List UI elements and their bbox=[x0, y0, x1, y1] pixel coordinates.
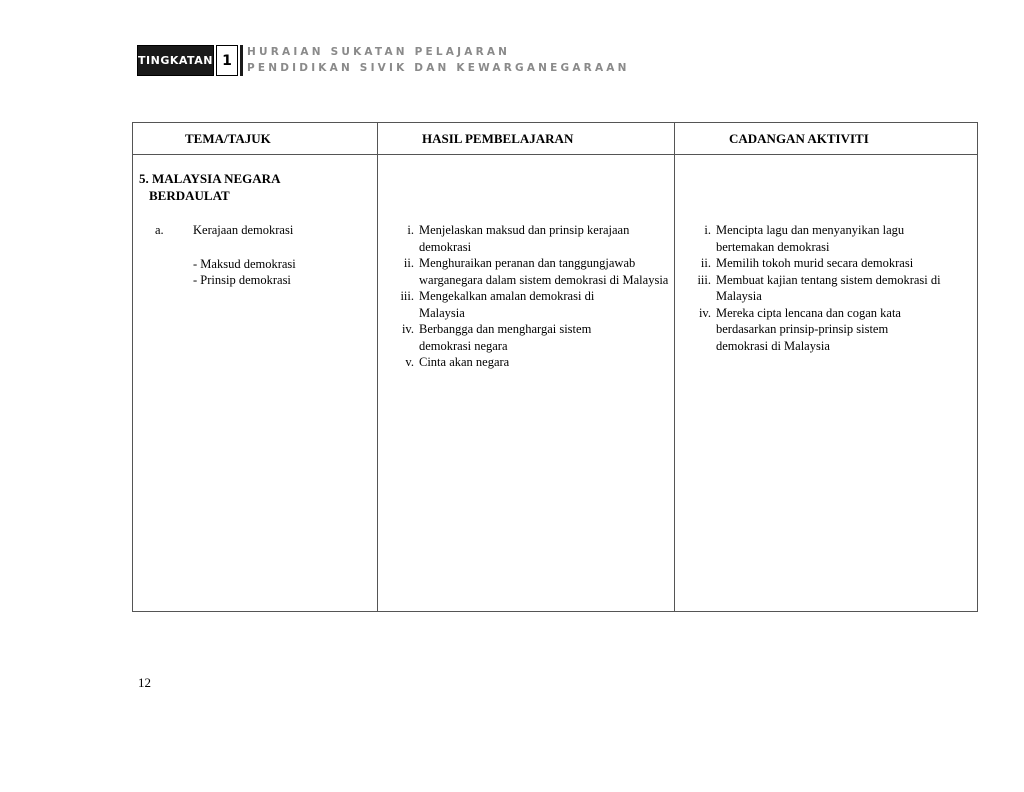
list-item bbox=[677, 255, 967, 272]
item-text: Mereka cipta lencana dan cogan kata berdasarkan prinsip-prinsip sistem demokrasi di Malaysia bbox=[716, 305, 901, 353]
activities-list bbox=[677, 222, 967, 354]
list-item bbox=[380, 222, 672, 255]
item-number: iv. bbox=[401, 322, 414, 336]
subtopic-marker: a. bbox=[155, 223, 164, 237]
subtopic-bullet: - Prinsip demokrasi bbox=[193, 273, 291, 287]
item-number: i. bbox=[407, 223, 414, 237]
column-divider bbox=[674, 123, 675, 611]
syllabus-table bbox=[132, 122, 978, 612]
item-number: iii. bbox=[400, 289, 414, 303]
item-text: Mencipta lagu dan menyanyikan lagu bertemakan demokrasi bbox=[716, 223, 905, 254]
header-divider bbox=[240, 45, 243, 76]
column-divider bbox=[377, 123, 378, 611]
list-item bbox=[677, 272, 967, 305]
tingkatan-label: TINGKATAN bbox=[137, 45, 214, 76]
header-title-line1: HURAIAN SUKATAN PELAJARAN bbox=[247, 46, 511, 58]
header-row-divider bbox=[133, 154, 977, 155]
list-item bbox=[380, 255, 672, 288]
document-header bbox=[137, 45, 630, 76]
item-number: iv. bbox=[698, 305, 711, 320]
item-number: ii. bbox=[700, 256, 711, 270]
list-item bbox=[677, 305, 967, 355]
page-number: 12 bbox=[138, 675, 151, 690]
topic-title bbox=[139, 170, 280, 204]
topic-title-line2: BERDAULAT bbox=[149, 188, 230, 203]
learning-outcomes-list bbox=[380, 222, 672, 371]
form-level: 1 bbox=[216, 45, 238, 76]
item-text: Memilih tokoh murid secara demokrasi bbox=[716, 256, 914, 270]
item-text: Menghuraikan peranan dan tanggungjawab warganegara dalam sistem demokrasi di Malaysia bbox=[419, 256, 669, 287]
list-item bbox=[380, 354, 672, 371]
column-header-hasil: HASIL PEMBELAJARAN bbox=[422, 131, 574, 146]
item-text: Berbangga dan menghargai sistem demokrasi negara bbox=[419, 322, 592, 353]
item-text: Menjelaskan maksud dan prinsip kerajaan demokrasi bbox=[419, 223, 630, 254]
item-number: ii. bbox=[403, 256, 414, 270]
item-number: i. bbox=[704, 223, 711, 237]
header-title-line2: PENDIDIKAN SIVIK DAN KEWARGANEGARAAN bbox=[247, 62, 630, 74]
list-item bbox=[677, 222, 967, 255]
subtopic-bullet: - Maksud demokrasi bbox=[193, 257, 296, 271]
column-header-cadangan: CADANGAN AKTIVITI bbox=[729, 131, 869, 146]
column-header-tema: TEMA/TAJUK bbox=[185, 131, 271, 146]
topic-title-line1: 5. MALAYSIA NEGARA bbox=[139, 171, 281, 186]
item-text: Mengekalkan amalan demokrasi di Malaysia bbox=[419, 289, 595, 320]
item-text: Membuat kajian tentang sistem demokrasi di Malaysia bbox=[716, 272, 941, 303]
item-number: iii. bbox=[697, 272, 711, 287]
item-number: v. bbox=[405, 355, 414, 369]
list-item bbox=[380, 321, 672, 354]
list-item bbox=[380, 288, 672, 321]
subtopic-title: Kerajaan demokrasi bbox=[193, 223, 294, 237]
item-text: Cinta akan negara bbox=[419, 355, 510, 369]
